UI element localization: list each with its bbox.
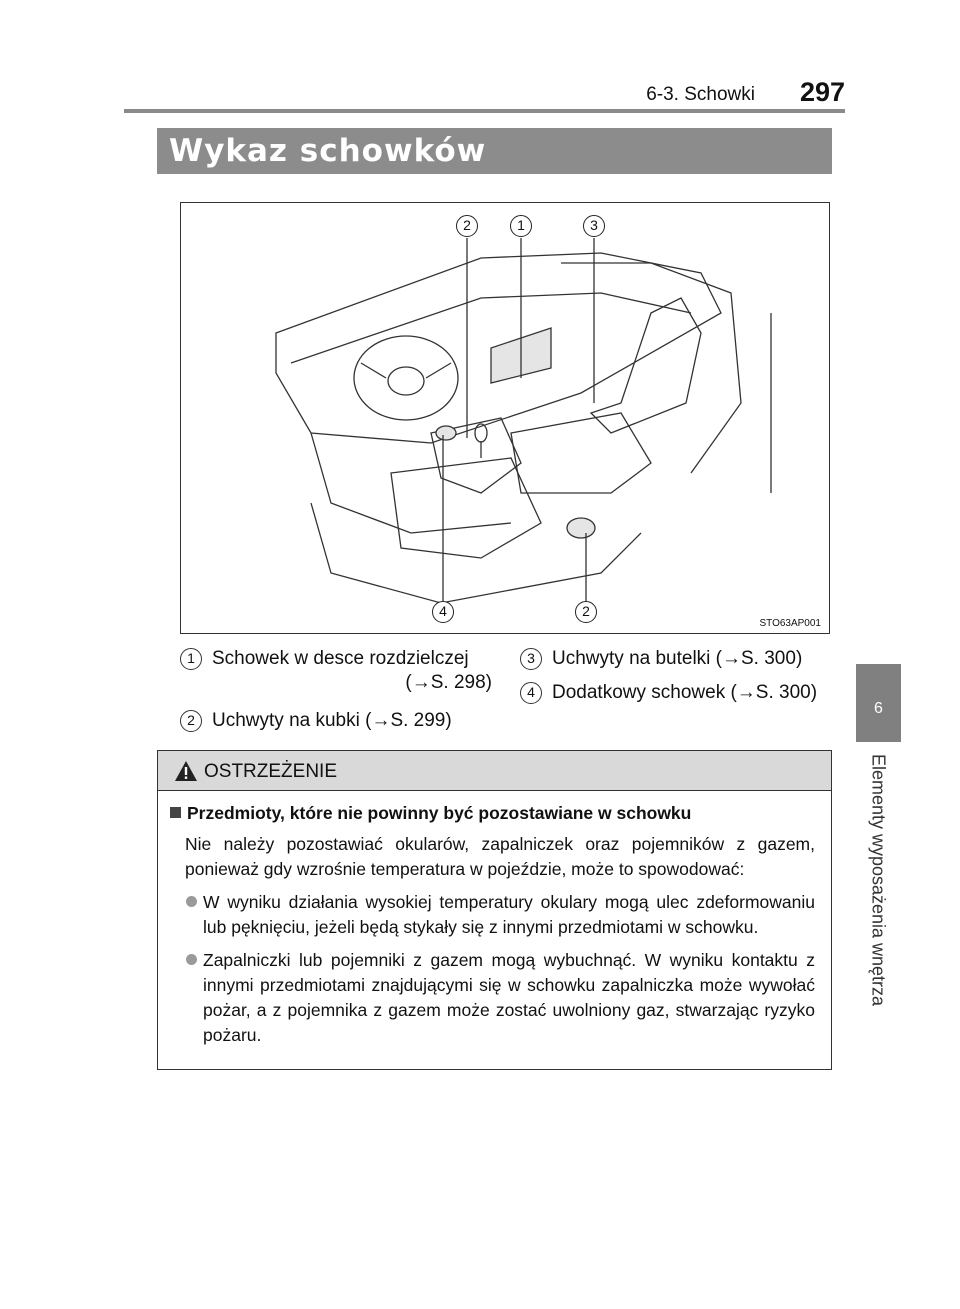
legend-item-4 bbox=[520, 682, 817, 704]
section-title: 6-3. Schowki bbox=[646, 84, 755, 105]
legend-item-3 bbox=[520, 648, 802, 670]
legend-text-4: Dodatkowy schowek (→S. 300) bbox=[552, 682, 818, 703]
legend-number-1: 1 bbox=[180, 648, 202, 670]
legend-item-1 bbox=[180, 648, 492, 694]
square-bullet-icon bbox=[170, 807, 181, 818]
warning-body bbox=[185, 801, 815, 1056]
legend-number-3: 3 bbox=[520, 648, 542, 670]
chapter-label: Elementy wyposażenia wnętrza bbox=[868, 753, 889, 1007]
bullet-dot-icon bbox=[186, 896, 197, 907]
warning-bullet-2 bbox=[185, 948, 815, 1048]
warning-heading-text: Przedmioty, które nie powinny być pozostawiane w schowku bbox=[187, 803, 692, 823]
callout-bottom-2: 2 bbox=[575, 601, 597, 623]
warning-bullet-text-1: W wyniku działania wysokiej temperatury okulary mogą ulec zdeformowaniu lub pęknięciu, jeżeli będą stykały się z innymi przedmiotami w schowku. bbox=[203, 892, 815, 937]
legend-text-2: Uchwyty na kubki (→S. 299) bbox=[212, 710, 452, 731]
chapter-number: 6 bbox=[874, 700, 883, 717]
warning-intro: Nie należy pozostawiać okularów, zapalniczek oraz pojemników z gazem, ponieważ gdy wzrośnie temperatura w pojeździe, może to spowodować: bbox=[185, 834, 815, 879]
warning-header bbox=[158, 751, 831, 791]
warning-icon bbox=[174, 760, 198, 782]
car-interior-illustration bbox=[181, 203, 829, 633]
callout-top-3: 3 bbox=[583, 215, 605, 237]
warning-heading bbox=[170, 801, 815, 826]
legend-ref-1: (→S. 298) bbox=[405, 672, 492, 693]
warning-bullet-text-2: Zapalniczki lub pojemniki z gazem mogą wybuchnąć. W wyniku kontaktu z innymi przedmiotami znajdującymi się w schowku zapalniczka może wywołać pożar, a z pojemnika z gazem może zostać uwolniony gaz, stwarzając ryzyko pożaru. bbox=[203, 950, 815, 1045]
callout-top-2: 1 bbox=[510, 215, 532, 237]
page-number: 297 bbox=[800, 77, 846, 107]
warning-title: OSTRZEŻENIE bbox=[204, 761, 338, 782]
page-title: Wykaz schowków bbox=[169, 133, 487, 169]
chapter-tab bbox=[856, 664, 901, 742]
header-rule bbox=[124, 109, 845, 113]
warning-bullet-1 bbox=[185, 890, 815, 940]
legend-text-1: Schowek w desce rozdzielczej bbox=[212, 648, 469, 669]
car-interior-figure bbox=[180, 202, 830, 634]
warning-box bbox=[157, 750, 832, 1070]
legend-number-4: 4 bbox=[520, 682, 542, 704]
bullet-dot-icon bbox=[186, 954, 197, 965]
callout-top-1: 2 bbox=[456, 215, 478, 237]
legend-number-2: 2 bbox=[180, 710, 202, 732]
legend-item-2 bbox=[180, 710, 452, 732]
figure-code: STO63AP001 bbox=[759, 618, 821, 629]
callout-bottom-1: 4 bbox=[432, 601, 454, 623]
legend-text-3: Uchwyty na butelki (→S. 300) bbox=[552, 648, 803, 669]
page-title-bar bbox=[157, 128, 832, 174]
